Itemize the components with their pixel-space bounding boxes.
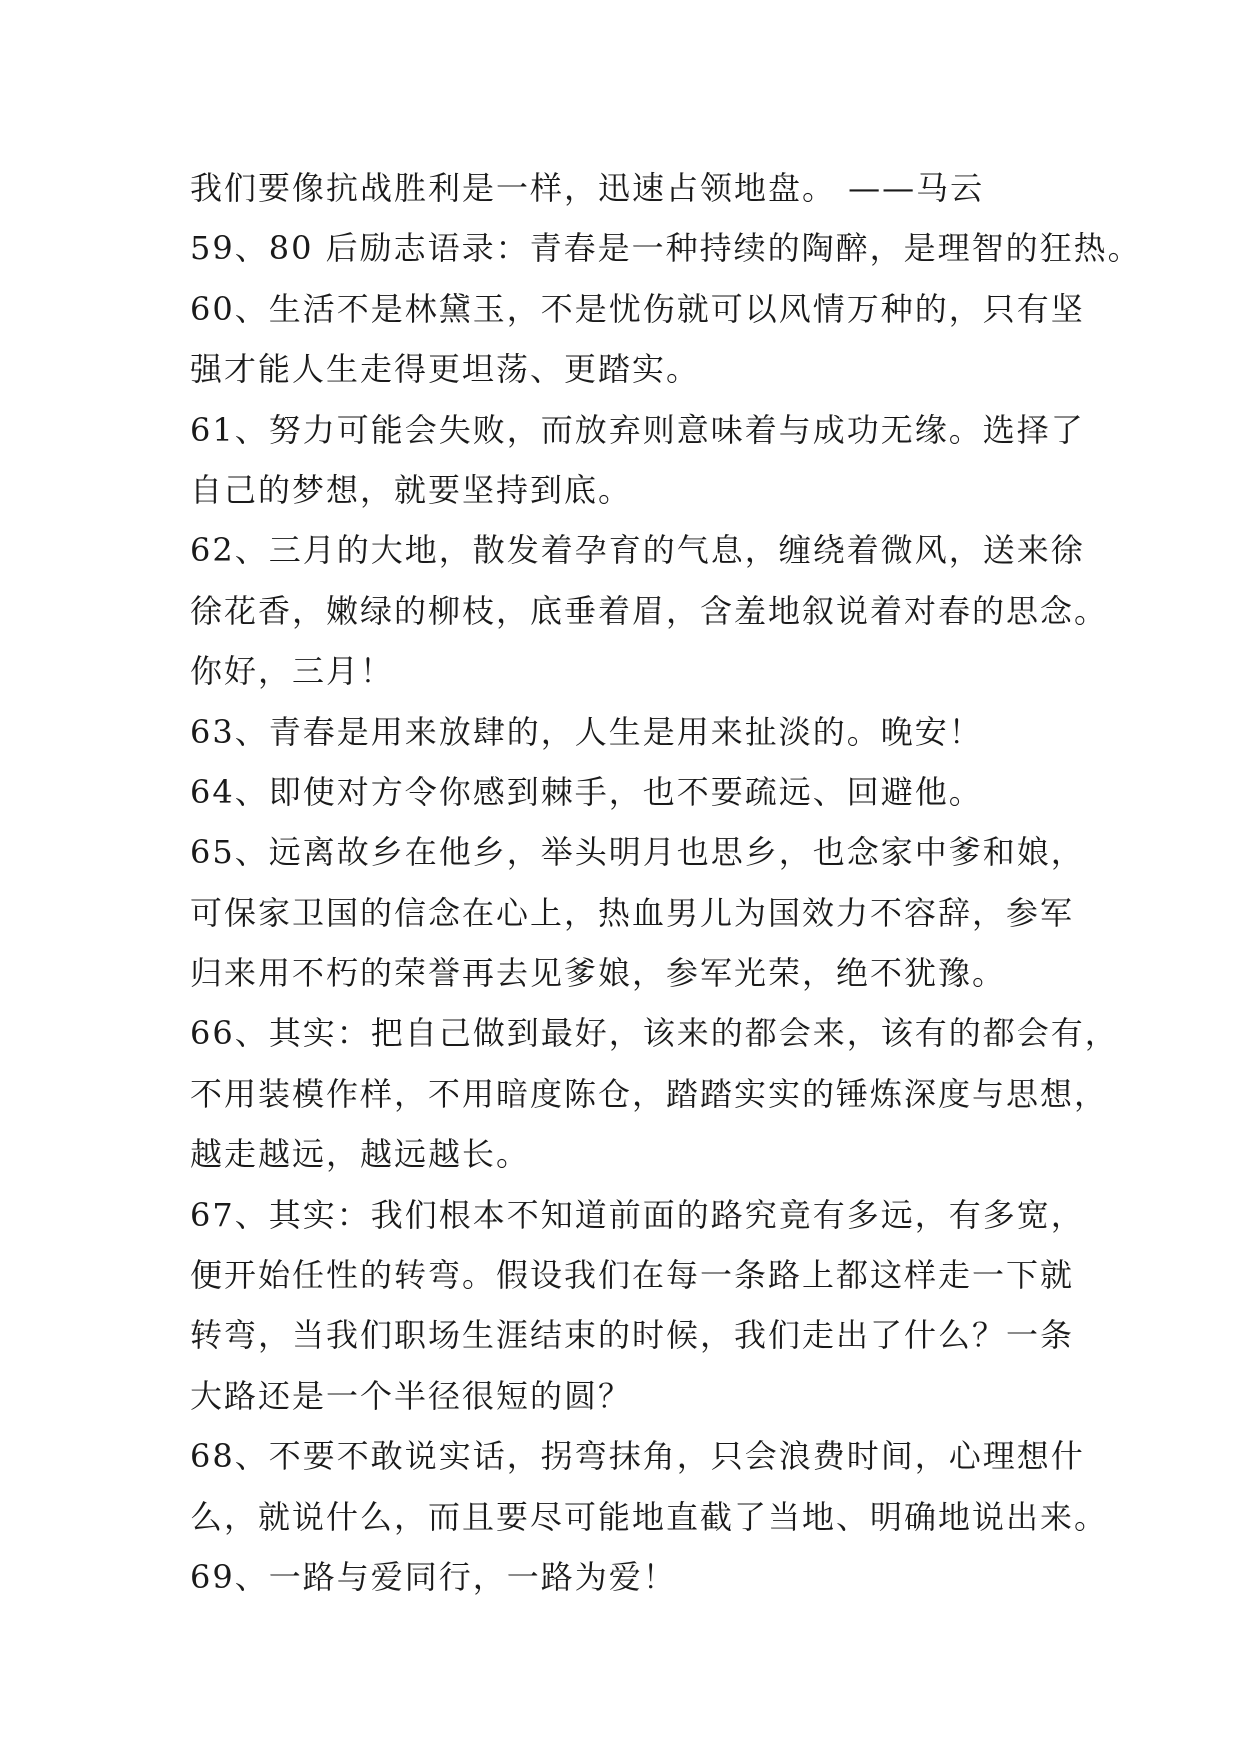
- text-line: 68、不要不敢说实话，拐弯抹角，只会浪费时间，心理想什: [190, 1437, 1085, 1476]
- text-line: 我们要像抗战胜利是一样，迅速占领地盘。 ——马云: [190, 169, 985, 207]
- document-body: [190, 158, 1142, 1607]
- text-line: 64、即使对方令你感到棘手，也不要疏远、回避他。: [190, 772, 983, 811]
- text-line: 你好，三月！: [190, 652, 395, 691]
- text-line: 67、其实：我们根本不知道前面的路究竟有多远，有多宽，: [190, 1195, 1085, 1234]
- text-line: 61、努力可能会失败，而放弃则意味着与成功无缘。选择了: [190, 410, 1085, 449]
- text-line: 强才能人生走得更坦荡、更踏实。: [190, 350, 701, 389]
- text-line: 徐花香，嫩绿的柳枝，底垂着眉，含羞地叙说着对春的思念。: [190, 591, 1109, 630]
- text-line: 大路还是一个半径很短的圆？: [190, 1376, 633, 1415]
- text-line: 不用装模作样，不用暗度陈仓，踏踏实实的锤炼深度与思想，: [190, 1074, 1109, 1113]
- text-line: 62、三月的大地，散发着孕育的气息，缠绕着微风，送来徐: [190, 531, 1085, 570]
- text-line: 59、80 后励志语录：青春是一种持续的陶醉，是理智的狂热。: [190, 229, 1142, 268]
- text-line: 63、青春是用来放肆的，人生是用来扯淡的。晚安！: [190, 712, 983, 751]
- text-line: 可保家卫国的信念在心上，热血男儿为国效力不容辞，参军: [190, 893, 1075, 932]
- text-line: 归来用不朽的荣誉再去见爹娘，参军光荣，绝不犹豫。: [190, 954, 1007, 993]
- text-line: 转弯，当我们职场生涯结束的时候，我们走出了什么？一条: [190, 1316, 1075, 1355]
- text-line: 69、一路与爱同行，一路为爱！: [190, 1557, 677, 1596]
- text-line: 65、远离故乡在他乡，举头明月也思乡，也念家中爹和娘，: [190, 833, 1085, 872]
- text-line: 66、其实：把自己做到最好，该来的都会来，该有的都会有，: [190, 1014, 1119, 1053]
- text-line: 便开始任性的转弯。假设我们在每一条路上都这样走一下就: [190, 1256, 1075, 1295]
- text-line: 自己的梦想，就要坚持到底。: [190, 470, 633, 509]
- text-line: 60、生活不是林黛玉，不是忧伤就可以风情万种的，只有坚: [190, 289, 1085, 328]
- text-line: 越走越远，越远越长。: [190, 1135, 531, 1174]
- text-line: 么，就说什么，而且要尽可能地直截了当地、明确地说出来。: [190, 1497, 1109, 1536]
